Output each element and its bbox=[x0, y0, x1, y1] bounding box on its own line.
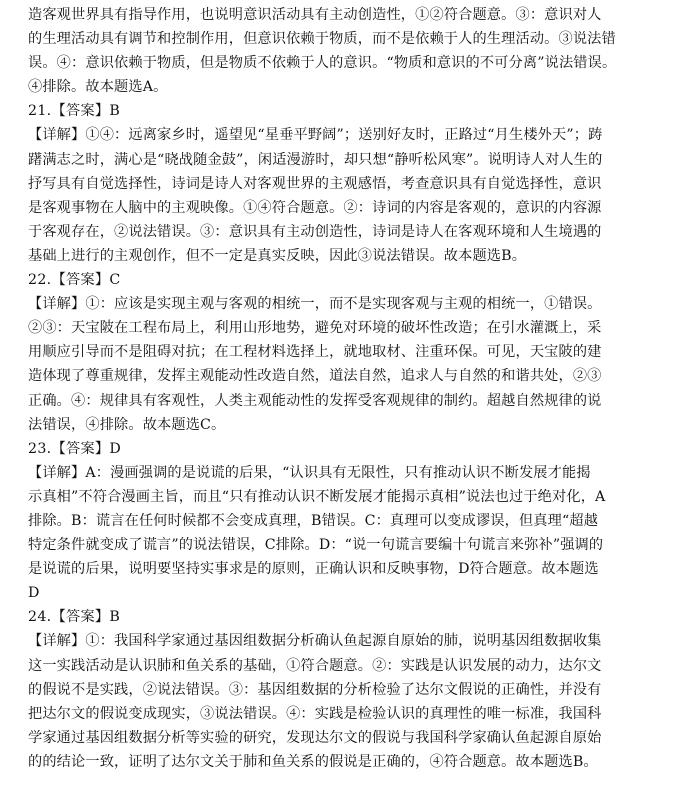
text-line: 的的结论一致，证明了达尔文关于肺和鱼关系的假说是正确的，④符合题意。故本题选B。 bbox=[28, 753, 598, 770]
answer-heading: 22.【答案】C bbox=[28, 272, 121, 289]
text-line: 用顺应引导而不是阻碍对抗；在工程材料选择上，就地取材、注重环保。可见，天宝陂的建 bbox=[28, 344, 602, 361]
text-line: 【详解】①：应该是实现主观与客观的相统一，而不是实现客观与主观的相统一，①错误。 bbox=[28, 296, 602, 313]
text-line: 特定条件就变成了谎言”的说法错误，C排除。D：“说一句谎言要编十句谎言来弥补”强调的 bbox=[28, 537, 604, 554]
answer-heading: 24.【答案】B bbox=[28, 609, 121, 626]
text-line: 抒写具有自觉选择性，诗词是诗人对客观世界的主观感悟，考查意识具有自觉选择性，意识 bbox=[28, 175, 602, 192]
text-line: ②③：天宝陂在工程布局上，利用山形地势，避免对环境的破坏性改造；在引水灌溉上，采 bbox=[28, 320, 602, 337]
text-line: 造体现了尊重规律，发挥主观能动性改造自然，道法自然，追求人与自然的和谐共处，②③ bbox=[28, 368, 602, 385]
text-line: 【详解】A：漫画强调的是说谎的后果，“认识具有无限性，只有推动认识不断发展才能揭 bbox=[28, 464, 591, 481]
text-line: 学家通过基因组数据分析等实验的研究，发现达尔文的假说与我国科学家确认鱼起源自原始 bbox=[28, 729, 602, 746]
text-line: 躇满志之时，满心是“晓战随金鼓”，闲适漫游时，却只想“静听松风寒”。说明诗人对人生的 bbox=[28, 151, 603, 168]
text-line: 误。④：意识依赖于物质，但是物质不依赖于人的意识。“物质和意识的不可分离”说法错误。 bbox=[28, 55, 617, 72]
text-line: 是说谎的后果，说明要坚持实事求是的原则，正确认识和反映事物，D符合题意。故本题选 bbox=[28, 561, 599, 578]
text-line: 法错误，④排除。故本题选C。 bbox=[28, 416, 226, 433]
text-line: 基础上进行的主观创作，但不一定是真实反映，因此③说法错误。故本题选B。 bbox=[28, 247, 527, 264]
text-line: ④排除。故本题选A。 bbox=[28, 79, 168, 96]
text-line: 的假说不是实践，②说法错误。③：基因组数据的分析检验了达尔文假说的正确性，并没有 bbox=[28, 681, 602, 698]
answer-heading: 21.【答案】B bbox=[28, 103, 121, 120]
text-line: 造客观世界具有指导作用，也说明意识活动具有主动创造性，①②符合题意。③：意识对人 bbox=[28, 7, 602, 23]
text-line: 【详解】①④：远离家乡时，遥望见“星垂平野阔”；送别好友时，正路过“月生楼外天”；踌 bbox=[28, 127, 603, 144]
text-line: 正确。④：规律具有客观性，人类主观能动性的发挥受客观规律的制约。超越自然规律的说 bbox=[28, 392, 602, 409]
text-line: 【详解】①：我国科学家通过基因组数据分析确认鱼起源自原始的肺，说明基因组数据收集 bbox=[28, 633, 602, 650]
text-line: 示真相”不符合漫画主旨，而且“只有推动认识不断发展才能揭示真相”说法也过于绝对化，A bbox=[28, 488, 606, 505]
answer-heading: 23.【答案】D bbox=[28, 440, 122, 457]
text-line: 这一实践活动是认识肺和鱼关系的基础，①符合题意。②：实践是认识发展的动力，达尔文 bbox=[28, 657, 602, 674]
text-line: 把达尔文的假说变成现实，③说法错误。④：实践是检验认识的真理性的唯一标准，我国科 bbox=[28, 705, 602, 722]
text-line: D bbox=[28, 585, 40, 602]
text-line: 的生理活动具有调节和控制作用，但意识依赖于物质，而不是依赖于人的生理活动。③说法错 bbox=[28, 31, 616, 48]
text-line: 于客观存在，②说法错误。③：意识具有主动创造性，诗词是诗人在客观环境和人生境遇的 bbox=[28, 223, 602, 240]
text-line: 是客观事物在人脑中的主观映像。①④符合题意。②：诗词的内容是客观的，意识的内容源 bbox=[28, 199, 602, 216]
text-line: 排除。B：谎言在任何时候都不会变成真理，B错误。C：真理可以变成谬误，但真理“超越 bbox=[28, 512, 599, 529]
